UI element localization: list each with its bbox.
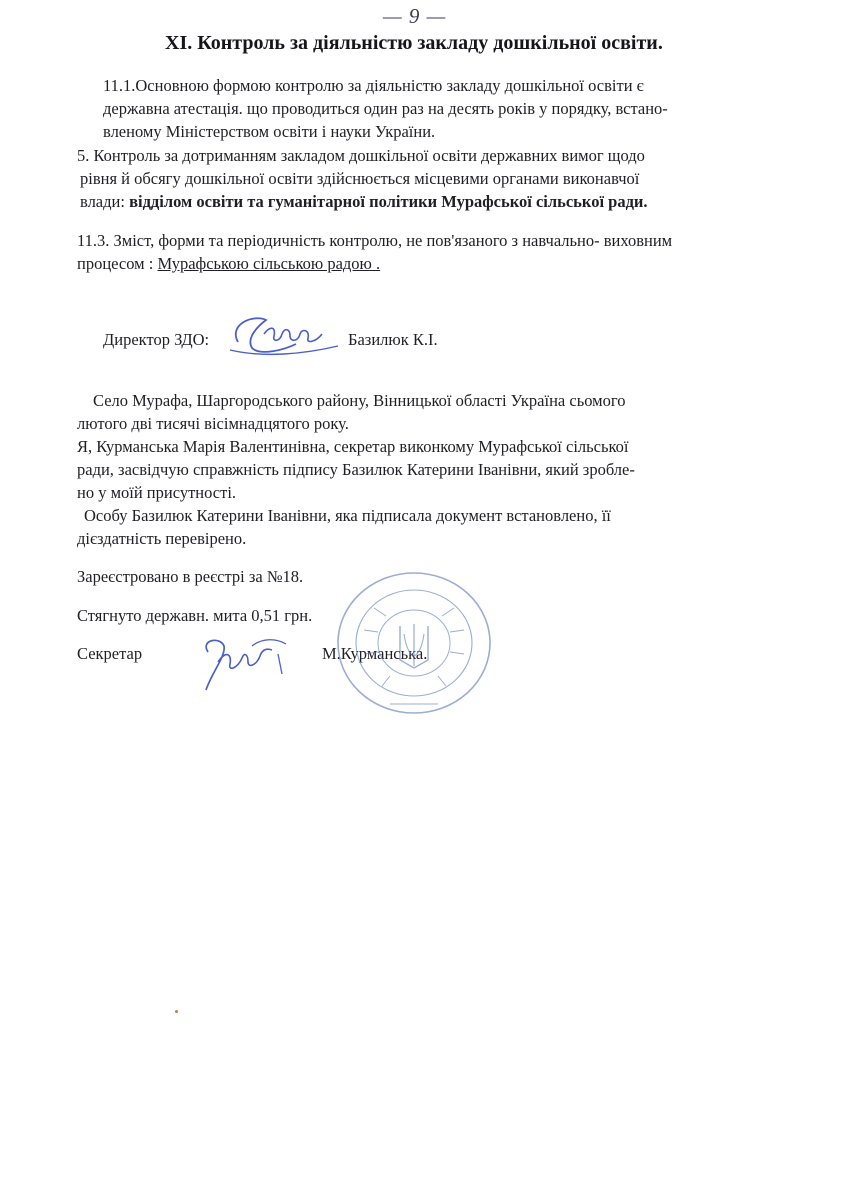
section-11-3-line2 [77, 254, 380, 274]
certification-line3: Я, Курманська Марія Валентинівна, секретар виконкому Мурафської сільської [77, 437, 629, 456]
section-11-3-line1: 11.3. Зміст, форми та періодичність контролю, не пов'язаного з навчально- виховним [77, 231, 673, 250]
section-11-1-line3: вленому Міністерством освіти і науки України. [103, 122, 436, 141]
director-name: Базилюк К.І. [348, 330, 438, 349]
director-label: Директор ЗДО: [103, 330, 210, 349]
section-heading: XI. Контроль за діяльністю закладу дошкільної освіти. [165, 32, 663, 54]
certification-line1: Село Мурафа, Шаргородського району, Вінницької області Україна сьомого [93, 391, 626, 410]
section-11-3-controller: Мурафською сільською радою . [157, 254, 381, 273]
registry-number: Зареєстровано в реєстрі за №18. [77, 567, 304, 586]
section-11-3-prefix: процесом : [77, 254, 158, 273]
certification-line7: дієздатність перевірено. [77, 529, 247, 548]
director-signature [224, 312, 344, 358]
certification-line4: ради, засвідчую справжність підпису Базилюк Катерини Іванівни, який зробле- [77, 460, 635, 479]
secretary-name: М.Курманська. [322, 644, 428, 663]
state-fee: Стягнуто державн. мита 0,51 грн. [77, 606, 313, 625]
section-5-responsible-body: відділом освіти та гуманітарної політики Мурафської сільської ради. [129, 192, 648, 211]
certification-line5: но у моїй присутності. [77, 483, 237, 502]
section-5-line3-prefix: влади: [80, 192, 130, 211]
secretary-label: Секретар [77, 644, 143, 663]
section-5-line2: рівня й обсягу дошкільної освіти здійснюється місцевими органами виконавчої [80, 169, 640, 188]
certification-line2: лютого дві тисячі вісімнадцятого року. [77, 414, 349, 433]
section-11-1-line1: 11.1.Основною формою контролю за діяльністю закладу дошкільної освіти є [103, 76, 644, 95]
secretary-signature [190, 632, 300, 696]
official-stamp [334, 568, 494, 718]
ink-speck [175, 1010, 178, 1013]
section-5-line3 [80, 192, 648, 212]
section-5-line1: 5. Контроль за дотриманням закладом дошкільної освіти державних вимог щодо [77, 146, 645, 165]
section-11-1-line2: державна атестація. що проводиться один раз на десять років у порядку, встано- [103, 99, 668, 118]
page-number: — 9 — [383, 4, 447, 28]
certification-line6: Особу Базилюк Катерини Іванівни, яка підписала документ встановлено, її [84, 506, 611, 525]
